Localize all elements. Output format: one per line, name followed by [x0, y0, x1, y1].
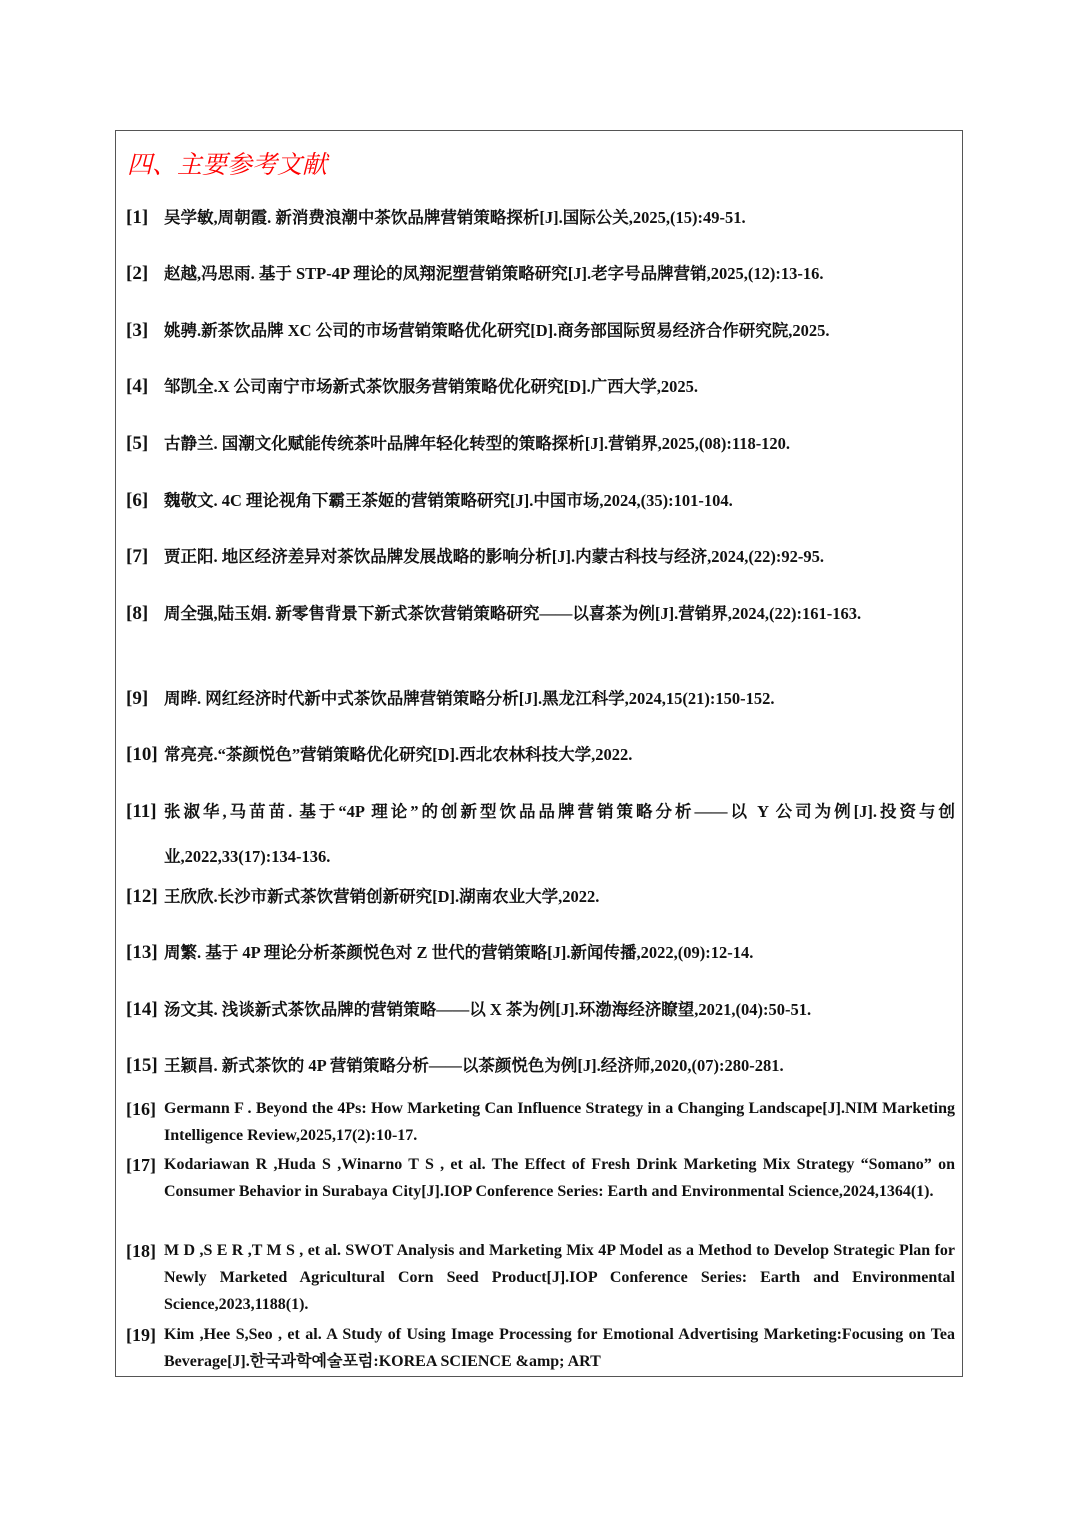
reference-text: 魏敬文. 4C 理论视角下霸王茶姬的营销策略研究[J].中国市场,2024,(35):101-104. [164, 491, 733, 510]
reference-item [126, 603, 955, 636]
reference-item [126, 207, 955, 240]
reference-text: 姚骋.新茶饮品牌 XC 公司的市场营销策略优化研究[D].商务部国际贸易经济合作研究院,2025. [164, 321, 830, 340]
reference-text: 常亮亮.“茶颜悦色”营销策略优化研究[D].西北农林科技大学,2022. [164, 745, 633, 764]
reference-number: [6] [126, 490, 149, 511]
reference-text: Germann F . Beyond the 4Ps: How Marketing Can Influence Strategy in a Changing Landscape[J].NIM Marketing Intelligence Review,2025,17(2):10-17. [164, 1100, 955, 1144]
reference-item [126, 999, 955, 1032]
reference-number: [17] [126, 1155, 156, 1175]
reference-text: 汤文其. 浅谈新式茶饮品牌的营销策略——以 X 茶为例[J].环渤海经济瞭望,2021,(04):50-51. [164, 1000, 812, 1019]
reference-item [126, 1155, 955, 1205]
reference-item [126, 490, 955, 523]
reference-text: Kim ,Hee S,Seo , et al. A Study of Using Image Processing for Emotional Advertising Marketing:Focusing on Tea Beverage[J].한국과학예술포럼:KOREA SCIENCE &amp; ART [164, 1326, 955, 1370]
reference-text: 张淑华,马苗苗. 基于“4P 理论”的创新型饮品品牌营销策略分析——以 Y 公司为例[J].投资与创业,2022,33(17):134-136. [164, 802, 955, 866]
reference-number: [4] [126, 376, 149, 397]
reference-number: [3] [126, 320, 149, 341]
reference-number: [2] [126, 263, 149, 284]
reference-item [126, 1099, 955, 1149]
reference-item [126, 688, 955, 721]
reference-item [126, 1325, 955, 1375]
reference-number: [5] [126, 433, 149, 454]
reference-item [126, 1055, 955, 1088]
reference-item [126, 1241, 955, 1318]
reference-text: 吴学敏,周朝霞. 新消费浪潮中茶饮品牌营销策略探析[J].国际公关,2025,(15):49-51. [164, 208, 746, 227]
reference-text: 王欣欣.长沙市新式茶饮营销创新研究[D].湖南农业大学,2022. [164, 887, 600, 906]
reference-item [126, 546, 955, 579]
reference-number: [8] [126, 603, 149, 624]
reference-text: 周繁. 基于 4P 理论分析茶颜悦色对 Z 世代的营销策略[J].新闻传播,2022,(09):12-14. [164, 943, 754, 962]
reference-number: [7] [126, 546, 149, 567]
reference-number: [12] [126, 886, 158, 907]
reference-text: 周全强,陆玉娟. 新零售背景下新式茶饮营销策略研究——以喜茶为例[J].营销界,2024,(22):161-163. [164, 604, 862, 623]
reference-text: 古静兰. 国潮文化赋能传统茶叶品牌年轻化转型的策略探析[J].营销界,2025,(08):118-120. [164, 434, 791, 453]
reference-number: [11] [126, 801, 157, 822]
reference-item [126, 744, 955, 777]
reference-number: [18] [126, 1241, 156, 1261]
reference-item [126, 886, 955, 919]
reference-item [126, 801, 955, 879]
reference-number: [1] [126, 207, 149, 228]
reference-text: 赵越,冯思雨. 基于 STP-4P 理论的凤翔泥塑营销策略研究[J].老字号品牌营销,2025,(12):13-16. [164, 264, 824, 283]
reference-number: [10] [126, 744, 158, 765]
reference-text: 邹凯全.X 公司南宁市场新式茶饮服务营销策略优化研究[D].广西大学,2025. [164, 377, 698, 396]
reference-number: [13] [126, 942, 158, 963]
reference-text: Kodariawan R ,Huda S ,Winarno T S , et al. The Effect of Fresh Drink Marketing Mix Strategy “Somano” on Consumer Behavior in Surabaya City[J].IOP Conference Series: Earth and Environmental Science,2024,1364(1). [164, 1156, 955, 1200]
reference-text: M D ,S E R ,T M S , et al. SWOT Analysis and Marketing Mix 4P Model as a Method to Develop Strategic Plan for Newly Marketed Agricultural Corn Seed Product[J].IOP Conference Series: Earth and Environmental Science,2023,1188(1). [164, 1242, 955, 1313]
section-heading: 四、主要参考文献 [127, 150, 328, 179]
reference-item [126, 263, 955, 296]
reference-number: [16] [126, 1099, 156, 1119]
reference-text: 王颖昌. 新式茶饮的 4P 营销策略分析——以茶颜悦色为例[J].经济师,2020,(07):280-281. [164, 1056, 784, 1075]
reference-text: 贾正阳. 地区经济差异对茶饮品牌发展战略的影响分析[J].内蒙古科技与经济,2024,(22):92-95. [164, 547, 824, 566]
reference-item [126, 320, 955, 353]
reference-number: [14] [126, 999, 158, 1020]
reference-number: [19] [126, 1325, 156, 1345]
reference-item [126, 942, 955, 975]
reference-number: [15] [126, 1055, 158, 1076]
reference-item [126, 433, 955, 466]
reference-item [126, 376, 955, 409]
reference-text: 周晔. 网红经济时代新中式茶饮品牌营销策略分析[J].黑龙江科学,2024,15(21):150-152. [164, 689, 775, 708]
reference-number: [9] [126, 688, 149, 709]
references-frame [115, 130, 963, 1377]
